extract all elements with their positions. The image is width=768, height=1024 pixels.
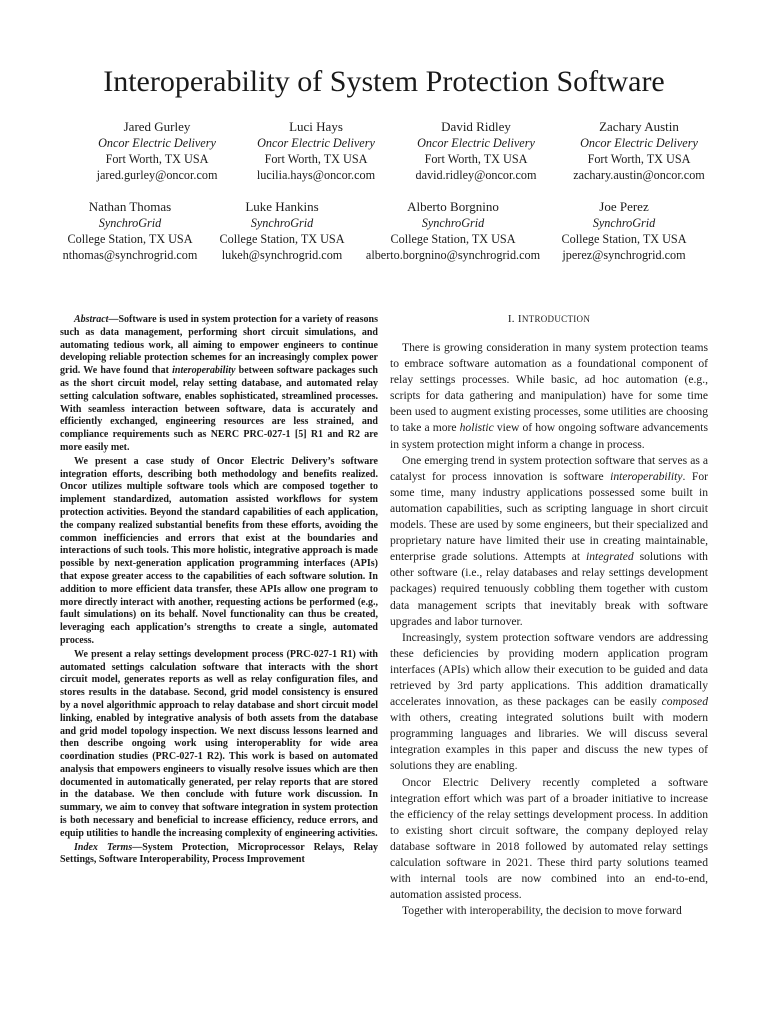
paper-title: Interoperability of System Protection Software: [103, 65, 665, 98]
author-location: College Station, TX USA: [561, 232, 687, 246]
author-name: Nathan Thomas: [88, 199, 172, 214]
author-name: David Ridley: [441, 119, 511, 134]
author-block: [539, 119, 739, 183]
author-affiliation: Oncor Electric Delivery: [98, 136, 216, 150]
author-name: Luci Hays: [289, 119, 343, 134]
body-paragraph: [390, 340, 708, 453]
author-affiliation: SynchroGrid: [98, 216, 162, 230]
body-text: with others, creating integrated solutions built with modern programming languages and libraries. We will discuss several integration examples in this paper and discuss the new types of solutions they are enabling.: [390, 711, 708, 773]
introduction-body: [390, 340, 708, 919]
author-affiliation: Oncor Electric Delivery: [580, 136, 698, 150]
abstract-text: between software packages such as the short circuit model, relay setting database, and automated relay setting calculation software, enables sophisticated, streamlined processes. With seamless interaction between software, data is accurately and efficiently exchanged, engineering resources are less strained, and compliance requirements such as NERC PRC-027-1 [5] R1 and R2 are more easily met.: [60, 365, 378, 453]
author-affiliation: SynchroGrid: [250, 216, 314, 230]
author-affiliation: SynchroGrid: [421, 216, 485, 230]
section-number: I. I: [507, 313, 522, 325]
author-location: College Station, TX USA: [390, 232, 516, 246]
body-text: One emerging trend in system protection software that serves as a catalyst for process innovation is software: [390, 453, 708, 483]
section-title: NTRODUCTION: [521, 314, 591, 324]
author-email: lucilia.hays@oncor.com: [256, 168, 376, 182]
author-block: [353, 199, 553, 263]
author-location: Fort Worth, TX USA: [424, 152, 528, 166]
abstract-emphasis: interoperability: [172, 365, 236, 377]
author-email: nthomas@synchrogrid.com: [62, 248, 198, 262]
author-email: jared.gurley@oncor.com: [96, 168, 218, 182]
author-affiliation: SynchroGrid: [592, 216, 656, 230]
abstract-paragraph: [60, 314, 378, 455]
body-text: view of how ongoing software advancements in system protection might inform a change in process.: [390, 421, 708, 451]
body-emphasis: holistic: [459, 421, 494, 435]
abstract-label: Abstract: [74, 314, 109, 325]
author-location: Fort Worth, TX USA: [105, 152, 209, 166]
body-text: Increasingly, system protection software vendors are addressing these deficiencies by providing modern application program interfaces (APIs) which allow their execution to be guided and data retrieved by 3rd party applications. This addition dramatically accelerates innovation, as these packages can be easily: [390, 630, 708, 709]
body-emphasis: composed: [661, 695, 708, 709]
index-terms-label: Index Terms: [74, 841, 133, 853]
author-location: College Station, TX USA: [219, 232, 345, 246]
body-paragraph: [390, 453, 708, 630]
body-text: There is growing consideration in many system protection teams to embrace software automation as a foundational component of relay settings processes. While basic, ad hoc automation (e.g., scripts for data gathering and manipulation) have for some time been used to augment existing processes, some utilities are choosing to take a more: [390, 341, 708, 435]
index-terms: [60, 842, 378, 868]
author-name: Luke Hankins: [245, 199, 319, 214]
index-terms-text: —System Protection, Microprocessor Relays, Relay Settings, Software Interoperability, Process Improvement: [60, 841, 378, 866]
author-email: zachary.austin@oncor.com: [573, 168, 705, 182]
author-name: Joe Perez: [599, 199, 649, 214]
author-name: Alberto Borgnino: [407, 199, 499, 214]
abstract: [60, 314, 378, 867]
abstract-text: —Software is used in system protection for a variety of reasons such as data management, performing short circuit simulations, and automating tedious work, all aiming to empower engineers to continue developing reliable protection schemes for an increasingly complex power grid. We have found that: [60, 314, 378, 377]
author-location: College Station, TX USA: [67, 232, 193, 246]
author-name: Zachary Austin: [599, 119, 679, 134]
author-name: Jared Gurley: [123, 119, 191, 134]
author-block: [524, 199, 724, 263]
author-email: david.ridley@oncor.com: [415, 168, 537, 182]
author-email: alberto.borgnino@synchrogrid.com: [365, 248, 541, 262]
abstract-paragraph: We present a case study of Oncor Electric Delivery’s software integration efforts, describing both methodology and benefits realized. Oncor utilizes multiple software tools which are composed together to implement standardized, automation assisted workflows for system protection activities. Beyond the standard capabilities of each application, the company realized substantial benefits from these efforts, avoiding the common inefficiencies and errors that exist at the boundaries and interactions of such tools. This more holistic, integrative approach is made possible by next-generation application programming interfaces (APIs) that expose greater access to the capabilities of each software solution. In addition to more efficient data transfer, these APIs allow one program to more directly interact with another, requesting actions be performed (e.g., fault simulations) on its behalf. Novel functionality can thus be created, leveraging each application’s strengths to create a single, automated process.: [60, 455, 378, 646]
body-emphasis: interoperability: [610, 469, 683, 483]
author-location: Fort Worth, TX USA: [587, 152, 691, 166]
body-emphasis: integrated: [586, 550, 634, 564]
section-heading: [390, 312, 708, 326]
author-email: lukeh@synchrogrid.com: [221, 248, 343, 262]
author-location: Fort Worth, TX USA: [264, 152, 368, 166]
author-row-synchrogrid: [0, 199, 768, 263]
body-text: solutions with other software (i.e., relay databases and relay settings development packages) required tenuously cobbling them together with custom data management scripts that inevitably break with software upgrades and labor turnover.: [390, 550, 708, 628]
body-paragraph: [390, 630, 708, 775]
body-text: . For some time, many industry applications possessed some built in automation capabilities, such as scripting language in short circuit models. These are used by some engineers, but their specialized and proprietary nature have limited their use in creating maintainable, enterprise grade solutions. Attempts at: [390, 469, 709, 564]
author-affiliation: Oncor Electric Delivery: [417, 136, 535, 150]
author-email: jperez@synchrogrid.com: [562, 248, 686, 262]
introduction-column: [390, 312, 708, 919]
body-paragraph: Oncor Electric Delivery recently completed a software integration effort which was part of a broader initiative to increase the efficiency of the relay settings development process. In addition to existing short circuit software, the company deployed relay database software in 2018 followed by automated relay settings calculation software in 2021. These third party solutions teamed with internal tools are now combined into an end-to-end, automation assisted process.: [390, 775, 708, 902]
author-row-oncor: [0, 119, 768, 183]
abstract-paragraph: We present a relay settings development process (PRC-027-1 R1) with automated settings calculation software that interacts with the short circuit model, generates reports as well as relay configuration files, and stores results in the database. Second, grid model consistency is ensured by a novel algorithmic approach to relay database and short circuit model linking, enabled by integrative analysis of both assets from the database and grid model topology inspection. We next discuss lessons learned and then describe ongoing work using interoperablity for wide area coordination studies (PRC-027-1 R2). This work is based on automated analysis that empowers engineers to visually resolve issues which are then documented in automatically generated, per relay reports that are stored in the database. We then conclude with future work discussion. In summary, we aim to convey that software integration in system protection is both necessary and beneficial to increase efficiency, reduce errors, and equip utilities to handle the increasing complexity of engineering activities.: [60, 648, 378, 839]
author-block: [182, 199, 382, 263]
author-affiliation: Oncor Electric Delivery: [257, 136, 375, 150]
body-paragraph: Together with interoperability, the decision to move forward: [402, 904, 682, 918]
